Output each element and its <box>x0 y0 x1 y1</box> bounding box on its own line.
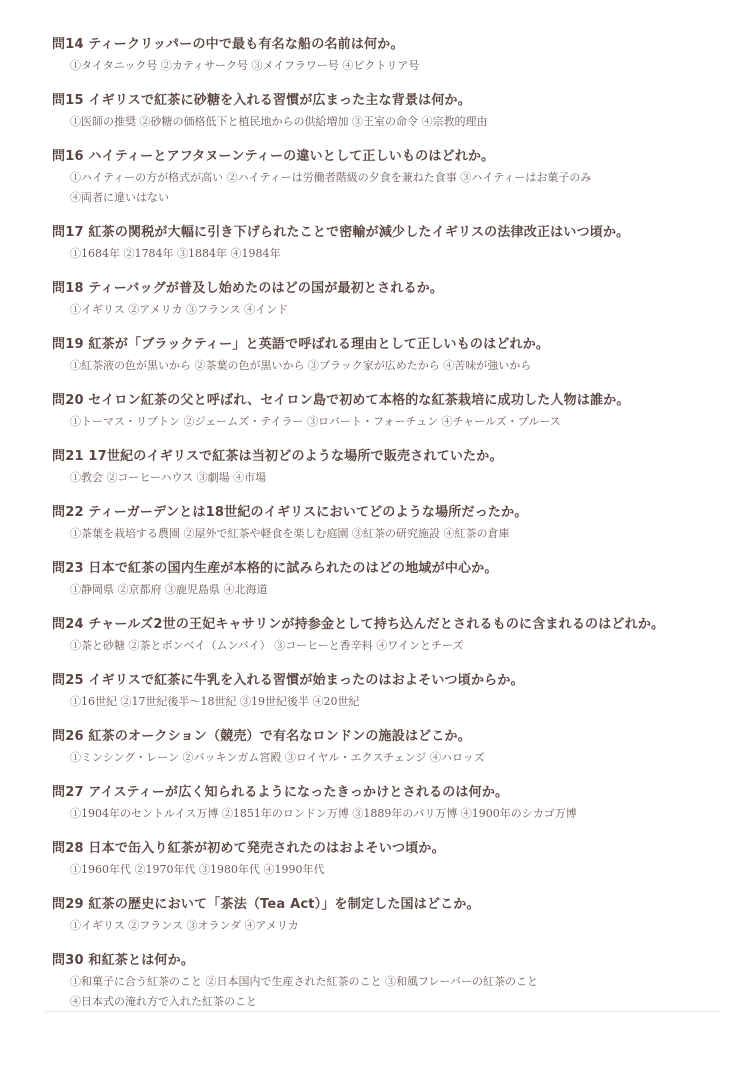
question-title: 問24 チャールズ2世の王妃キャサリンが持参金として持ち込んだとされるものに含まれるのはどれか。 <box>52 617 665 632</box>
answer-options <box>52 56 732 76</box>
answer-options <box>52 748 732 768</box>
options-line: ①イギリス ②アメリカ ③フランス ④インド <box>70 303 289 316</box>
answer-options <box>52 860 732 880</box>
options-line: ①ハイティーの方が格式が高い ②ハイティーは労働者階級の夕食を兼ねた食事 ③ハイティーはお菓子のみ <box>70 171 592 184</box>
answer-options <box>52 412 732 432</box>
question-14 <box>52 36 732 76</box>
answer-options <box>52 580 732 600</box>
answer-options <box>52 300 732 320</box>
question-title: 問14 ティークリッパーの中で最も有名な船の名前は何か。 <box>52 37 404 52</box>
question-title: 問27 アイスティーが広く知られるようになったきっかけとされるのは何か。 <box>52 785 509 800</box>
answer-options <box>52 524 732 544</box>
question-27 <box>52 784 732 824</box>
question-title: 問25 イギリスで紅茶に牛乳を入れる習慣が始まったのはおよそいつ頃からか。 <box>52 673 524 688</box>
question-title: 問21 17世紀のイギリスで紅茶は当初どのような場所で販売されていたか。 <box>52 449 503 464</box>
question-25 <box>52 672 732 712</box>
options-line: ①1904年のセントルイス万博 ②1851年のロンドン万博 ③1889年のパリ万博 ④1900年のシカゴ万博 <box>70 807 577 820</box>
options-line: ①静岡県 ②京都府 ③鹿児島県 ④北海道 <box>70 583 268 596</box>
question-18 <box>52 280 732 320</box>
options-line: ①茶と砂糖 ②茶とボンベイ（ムンバイ） ③コーヒーと香辛料 ④ワインとチーズ <box>70 639 464 652</box>
answer-options <box>52 916 732 936</box>
options-line: ①1684年 ②1784年 ③1884年 ④1984年 <box>70 247 281 260</box>
question-17 <box>52 224 732 264</box>
answer-options <box>52 168 732 208</box>
options-line: ①トーマス・リプトン ②ジェームズ・テイラー ③ロバート・フォーチュン ④チャールズ・ブルース <box>70 415 561 428</box>
question-28 <box>52 840 732 880</box>
options-line: ①医師の推奨 ②砂糖の価格低下と植民地からの供給増加 ③王室の命令 ④宗教的理由 <box>70 115 488 128</box>
question-24 <box>52 616 732 656</box>
answer-options <box>52 244 732 264</box>
footer-divider <box>44 1011 720 1012</box>
quiz-list <box>52 36 732 1012</box>
question-29 <box>52 896 732 936</box>
question-title: 問18 ティーバッグが普及し始めたのはどの国が最初とされるか。 <box>52 281 444 296</box>
question-23 <box>52 560 732 600</box>
answer-options <box>52 804 732 824</box>
answer-options <box>52 112 732 132</box>
answer-options <box>52 356 732 376</box>
question-30 <box>52 952 732 1012</box>
question-22 <box>52 504 732 544</box>
answer-options <box>52 636 732 656</box>
options-line: ①イギリス ②フランス ③オランダ ④アメリカ <box>70 919 299 932</box>
question-19 <box>52 336 732 376</box>
question-20 <box>52 392 732 432</box>
question-16 <box>52 148 732 208</box>
options-line: ①教会 ②コーヒーハウス ③劇場 ④市場 <box>70 471 267 484</box>
question-title: 問23 日本で紅茶の国内生産が本格的に試みられたのはどの地域が中心か。 <box>52 561 498 576</box>
answer-options <box>52 468 732 488</box>
question-title: 問28 日本で缶入り紅茶が初めて発売されたのはおよそいつ頃か。 <box>52 841 445 856</box>
question-title: 問30 和紅茶とは何か。 <box>52 953 195 968</box>
question-title: 問16 ハイティーとアフタヌーンティーの違いとして正しいものはどれか。 <box>52 149 495 164</box>
answer-options <box>52 972 732 1012</box>
question-15 <box>52 92 732 132</box>
options-line: ①タイタニック号 ②カティサーク号 ③メイフラワー号 ④ビクトリア号 <box>70 59 420 72</box>
options-line: ①1960年代 ②1970年代 ③1980年代 ④1990年代 <box>70 863 325 876</box>
question-title: 問29 紅茶の歴史において「茶法（Tea Act）」を制定した国はどこか。 <box>52 897 480 912</box>
options-line: ①和菓子に合う紅茶のこと ②日本国内で生産された紅茶のこと ③和風フレーバーの紅茶のこと <box>70 975 538 988</box>
question-title: 問20 セイロン紅茶の父と呼ばれ、セイロン島で初めて本格的な紅茶栽培に成功した人物は誰か。 <box>52 393 630 408</box>
question-title: 問19 紅茶が「ブラックティー」と英語で呼ばれる理由として正しいものはどれか。 <box>52 337 550 352</box>
question-26 <box>52 728 732 768</box>
options-line: ①16世紀 ②17世紀後半〜18世紀 ③19世紀後半 ④20世紀 <box>70 695 360 708</box>
question-title: 問15 イギリスで紅茶に砂糖を入れる習慣が広まった主な背景は何か。 <box>52 93 471 108</box>
options-line: ①ミンシング・レーン ②バッキンガム宮殿 ③ロイヤル・エクスチェンジ ④ハロッズ <box>70 751 485 764</box>
question-title: 問17 紅茶の関税が大幅に引き下げられたことで密輸が減少したイギリスの法律改正はいつ頃か。 <box>52 225 630 240</box>
question-21 <box>52 448 732 488</box>
options-line: ④日本式の淹れ方で入れた紅茶のこと <box>70 995 257 1008</box>
options-line: ④両者に違いはない <box>70 191 169 204</box>
options-line: ①茶葉を栽培する農園 ②屋外で紅茶や軽食を楽しむ庭園 ③紅茶の研究施設 ④紅茶の倉庫 <box>70 527 510 540</box>
answer-options <box>52 692 732 712</box>
question-title: 問26 紅茶のオークション（競売）で有名なロンドンの施設はどこか。 <box>52 729 471 744</box>
question-title: 問22 ティーガーデンとは18世紀のイギリスにおいてどのような場所だったか。 <box>52 505 528 520</box>
options-line: ①紅茶液の色が黒いから ②茶葉の色が黒いから ③ブラック家が広めたから ④苦味が強いから <box>70 359 532 372</box>
